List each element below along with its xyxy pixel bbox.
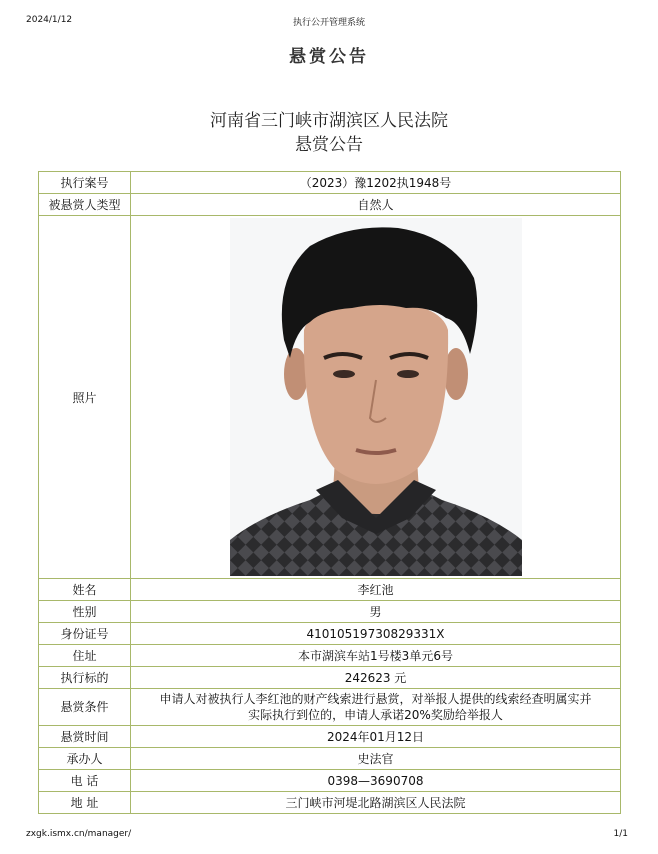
- row-gender: [39, 601, 621, 623]
- page-title: 悬赏公告: [289, 47, 369, 67]
- time-value: 2024年01月12日: [131, 726, 621, 748]
- row-type: [39, 194, 621, 216]
- type-label: 被悬赏人类型: [39, 194, 131, 216]
- photo-label: 照片: [39, 216, 131, 579]
- court-address-value: 三门峡市河堤北路湖滨区人民法院: [131, 792, 621, 814]
- reward-info-table: [38, 171, 621, 814]
- type-value: 自然人: [131, 194, 621, 216]
- handler-label: 承办人: [39, 748, 131, 770]
- time-label: 悬赏时间: [39, 726, 131, 748]
- court-name: 河南省三门峡市湖滨区人民法院: [210, 111, 448, 131]
- case-no-label: 执行案号: [39, 172, 131, 194]
- portrait-image: [230, 218, 522, 576]
- row-condition: [39, 689, 621, 726]
- row-name: [39, 579, 621, 601]
- case-no-value: （2023）豫1202执1948号: [131, 172, 621, 194]
- gender-label: 性别: [39, 601, 131, 623]
- address-label: 住址: [39, 645, 131, 667]
- condition-label: 悬赏条件: [39, 689, 131, 726]
- page-number: 1/1: [613, 829, 628, 839]
- row-phone: [39, 770, 621, 792]
- row-time: [39, 726, 621, 748]
- court-address-label: 地 址: [39, 792, 131, 814]
- address-value: 本市湖滨车站1号楼3单元6号: [131, 645, 621, 667]
- id-no-value: 41010519730829331X: [131, 623, 621, 645]
- amount-value: 242623 元: [131, 667, 621, 689]
- row-handler: [39, 748, 621, 770]
- person-photo: [230, 218, 522, 576]
- row-case-no: [39, 172, 621, 194]
- gender-value: 男: [131, 601, 621, 623]
- phone-label: 电 话: [39, 770, 131, 792]
- row-address: [39, 645, 621, 667]
- id-no-label: 身份证号: [39, 623, 131, 645]
- condition-line-2: 实际执行到位的，申请人承诺20%奖励给举报人: [248, 708, 503, 722]
- row-amount: [39, 667, 621, 689]
- photo-cell: [131, 216, 621, 579]
- name-value: 李红池: [131, 579, 621, 601]
- name-label: 姓名: [39, 579, 131, 601]
- print-date: 2024/1/12: [26, 15, 73, 25]
- notice-subtitle: 悬赏公告: [295, 135, 363, 155]
- row-id-no: [39, 623, 621, 645]
- system-name: 执行公开管理系统: [292, 18, 365, 28]
- condition-line-1: 申请人对被执行人李红池的财产线索进行悬赏，对举报人提供的线索经查明属实并: [159, 692, 592, 706]
- footer-url: zxgk.ismx.cn/manager/: [26, 829, 132, 839]
- row-photo: [39, 216, 621, 579]
- phone-value: 0398—3690708: [131, 770, 621, 792]
- row-court-address: [39, 792, 621, 814]
- condition-value: [131, 689, 621, 726]
- handler-value: 史法官: [131, 748, 621, 770]
- amount-label: 执行标的: [39, 667, 131, 689]
